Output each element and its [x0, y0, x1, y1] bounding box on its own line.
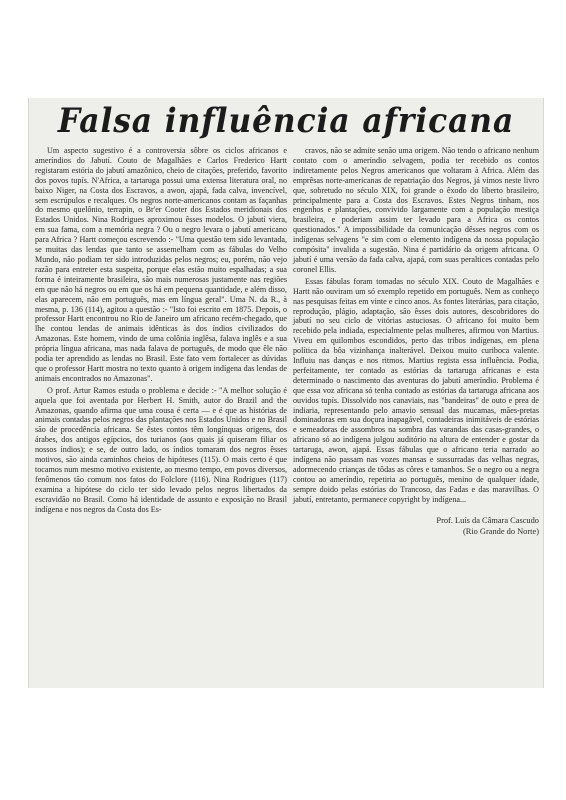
article-column-left: [35, 146, 287, 515]
article-paragraph: cravos, não se admite senão uma origem. Não tendo o africano nenhum contato com o ameríndio selvagem, podia ter recebido os contos indiretamente pelos Negros americanos que voltaram à Africa. Além das emprêsas norte-americanas de repatriação dos Negros, já vimos neste livro que, sobretudo no século XIX, foi grande o êxodo do liberto brasileiro, principalmente para a Costa dos Escravos. Estes Negros tinham, nos engenhos e plantações, convivido largamente com a população mestiça brasileira, e poderiam assim ter levado para a Africa os contos questionados." A impossibilidade da comunicação dêsses negros com os indígenas selvagens "e sim com o elemento indígena da nossa população compósita" invalida a sugestão. Nina é partidário da origem africana. O jabutí é uma versão da fada calva, ajapá, com suas peraltices contadas pelo coronel Ellis.: [293, 146, 539, 274]
article-paragraph: Essas fábulas foram tomadas no século XIX. Couto de Magalhães e Hartt não ouviram um só exemplo repetido em português. Nem as conheço nas pesquisas feitas em vinte e cinco anos. As fontes literárias, para citação, reprodução, plágio, adaptação, são êsses dois autores, descobridores do jabutí no seu ciclo de vitórias astuciosas. O africano foi muito bem recebido pela indiada, especialmente pelas mulheres, afirmou von Martius. Viveu em quilombos escondidos, perto das tribos indígenas, em plena política da bôa vizinhança inalterável. Deixou muito curiboca valente. Influiu nas danças e nos ritmos. Martius regista essa influência. Podia, perfeitamente, ter contado as estórias da tartaruga africanas e esta determinado o nascimento das aventuras do jabutí ameríndio. Problema é que essa voz africana só tenha contado as estórias da tartaruga africana aos ouvidos tupís. Dissolvido nos canaviais, nas "bandeiras" de outo e prea de indiaria, representando pelo amavio sensual das mucamas, mães-pretas dominadoras em sua doçura inapagável, contadeiras inimitáveis de estórias e semeadoras de assombros na sombra das varandas das casas-grandes, o africano só ao indígena julgou auditório na altura de entender e gostar da tartaruga, awon, ajapá. Essas fábulas que o africano teria narrado ao indígena não passam nas vozes mansas e sussurradas das velhas negras, adormecendo crianças de tôdas as côres e tamanhos. Se o negro ou a negra contou ao ameríndio, repetiria ao português, menino de qualquer idade, sempre doido pelas estórias do Trancoso, das Fadas e das maravilhas. O jabutí, entretanto, permanece copyright by indígena...: [293, 276, 539, 504]
article-paragraph: O prof. Artur Ramos estuda o problema e decide :- "A melhor solução é aquela que foi aventada por Herbert H. Smith, autor do Brazil and the Amazonas, quando afirma que uma cousa é certa — e é que as histórias de animais contadas pelos negros das plantações nos Estados Unidos e no Brasil são de procedência africana. Se êstes contos têm longínquas origens, dos árabes, dos antigos egípcios, dos turianos (aos quais já quiseram filiar os nossos índios); e se, de outro lado, os índios tomaram dos negros êsses motivos, são ainda caminhos cheios de hipóteses (115). O mais certo é que tocamos num mesmo motivo existente, ao mesmo tempo, em povos diversos, fenômenos tão comum nos fatos do Folclore (116). Nina Rodrigues (117) examina a hipótese do ciclo ter sido levado pelos negros libertados da escravidão no Brasil. Como há identidade de assunto e exposição no Brasil indígena e nos negros da Costa dos Es-: [35, 385, 287, 514]
author-signature: [293, 515, 539, 537]
article-column-right: [293, 146, 539, 537]
article-title: Falsa influência africana: [57, 101, 515, 141]
newspaper-clipping: [28, 98, 544, 688]
author-name: Prof. Luís da Câmara Cascudo: [436, 515, 539, 525]
author-place: (Rio Grande do Norte): [462, 526, 539, 536]
article-paragraph: Um aspecto sugestivo é a controversia sôbre os ciclos africanos e ameríndios do Jabutí. Couto de Magalhães e Carlos Frederico Hartt registaram estória do jabutí amazônico, cheio de citações, preferido, favorito dos povos tupís. N'Africa, a tartaruga possui uma extensa literatura oral, no baixo Niger, na Costa dos Escravos, a awon, ajapá, fada calva, invencível, sem escrúpulos e recalques. Os negros norte-americanos contam as façanhas do mesmo quelônio, terrapin, o Br'er Cooter dos Estados meridionais dos Estados Unidos. Nina Rodrigues aproximou êsses modelos. O jabutí viera, em sua fama, com a memória negra ? Ou o negro levara o jabutí americano para Africa ? Hartt começou escrevendo :- "Uma questão tem sido levantada, se muitas das lendas que tanto se assemelham com as fábulas do Velho Mundo, não podiam ter sido introduzidas pelos negros; eu, porém, não vejo razão para entreter esta suspeita, porque elas estão muito espalhadas; a sua forma é inteiramente brasileira, são mais numerosas justamente nas regiões em que não há negros ou em que os há em pequena quantidade, e além disso, elas aparecem, não em português, mas em língua geral". Uma N. da R., à mesma, p. 136 (114), agitou a questão :- "Isto foi escrito em 1875. Depois, o professor Hartt encontrou no Rio de Janeiro um africano recém-chegado, que lhe contou lendas de animais idênticas às dos índios civilizados do Amazonas. Este homem, vindo de uma colônia inglêsa, falava inglês e a sua própria língua africana, mas nada falava de português, de modo que êle não podia ter aprendido as lendas no Brasil. Este fato vem fortalecer as dúvidas que o professor Hartt mostra no texto quanto à origem indígena das lendas de animais encontrados no Amazonas".: [35, 146, 287, 383]
